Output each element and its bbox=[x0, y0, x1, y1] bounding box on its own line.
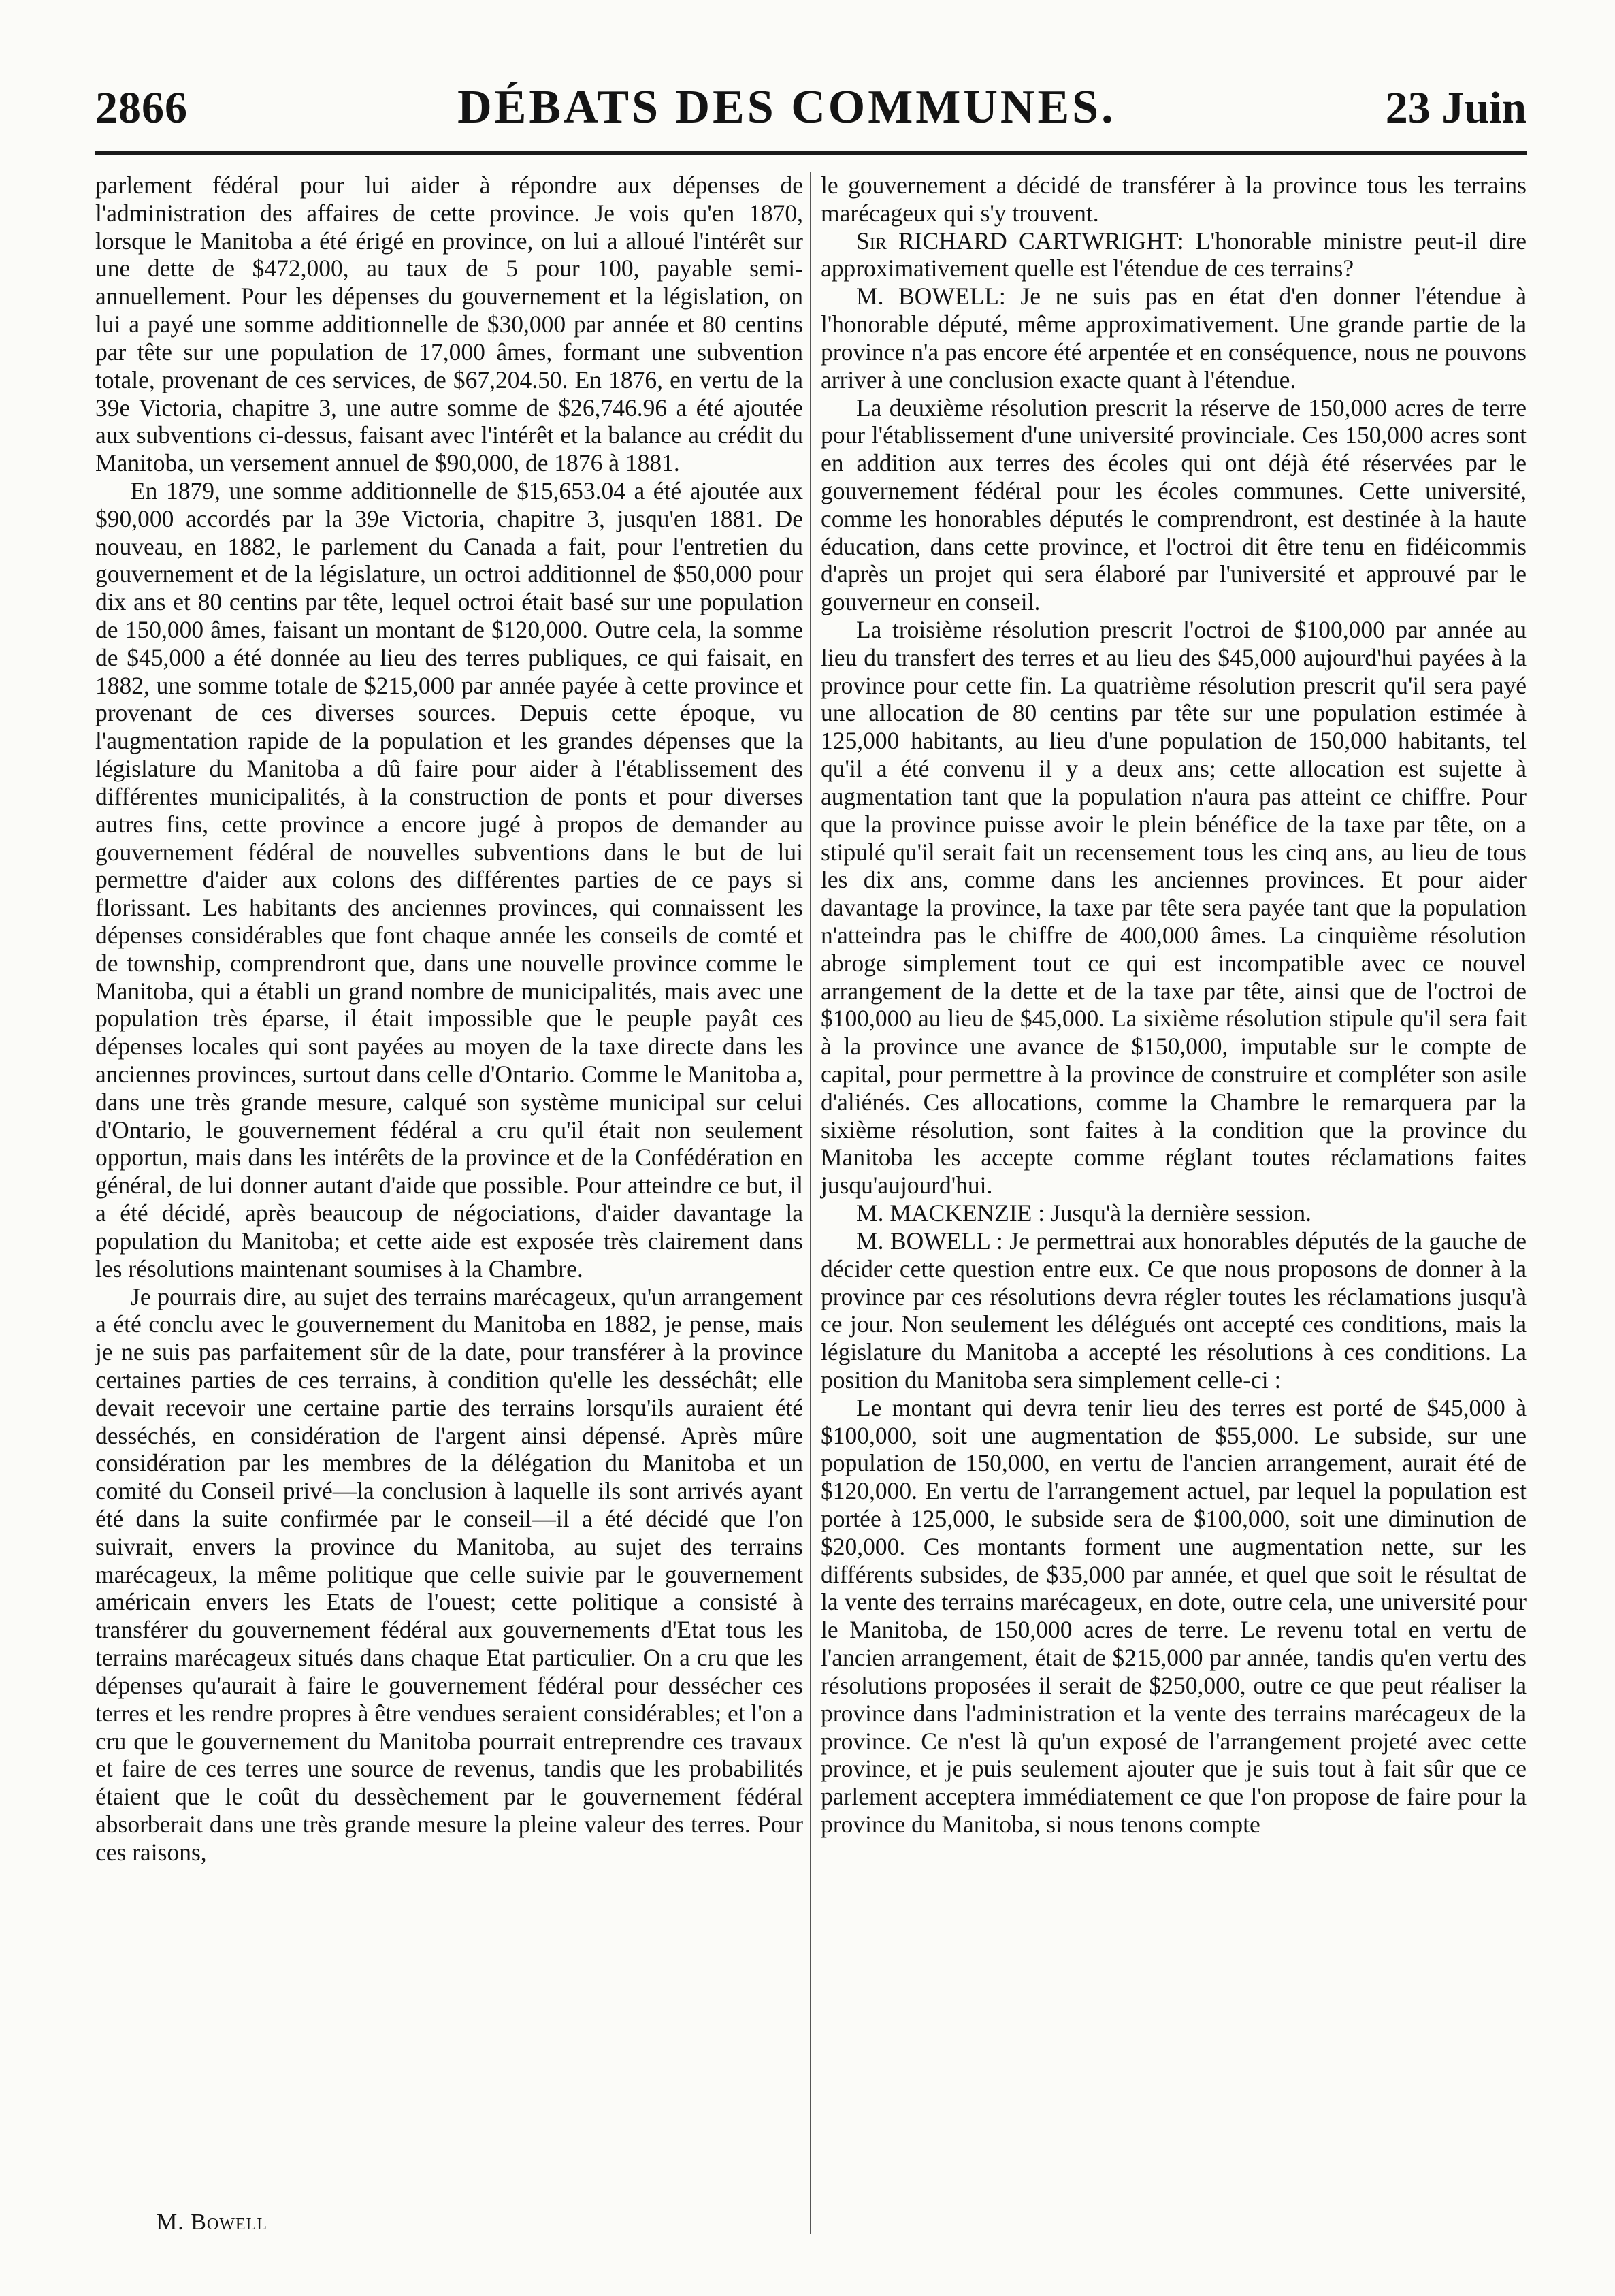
left-column bbox=[95, 172, 803, 1866]
speech bbox=[821, 282, 1527, 393]
speech-text: Jusqu'à la dernière session. bbox=[1045, 1199, 1311, 1227]
speech bbox=[821, 1199, 1527, 1227]
paragraph: En 1879, une somme additionnelle de $15,653.04 a été ajoutée aux $90,000 accordés par la 39e Victoria, chapitre 3, jusqu'en 1881. De nouveau, en 1882, le parlement du Canada a fait, pour l'entretien du gouvernement et de la législature, un octroi additionnel de $50,000 pour dix ans et 80 centins par tête, lequel octroi était basé sur une population de 150,000 âmes, faisant un montant de $120,000. Outre cela, la somme de $45,000 a été donnée au lieu des terres publiques, ce qui faisait, en 1882, une somme totale de $215,000 par année payée à cette province et provenant de ces diverses sources. Depuis cette époque, vu l'augmentation rapide de la population et les grandes dépenses que la législature du Manitoba a dû faire pour aider à l'établissement des différentes municipalités, à la construction de ponts et pour diverses autres fins, cette province a encore jugé à propos de demander au gouvernement fédéral de nouvelles subventions dans le but de lui permettre d'aider aux colons des différentes parties de ce pays si florissant. Les habitants des anciennes provinces, qui connaissent les dépenses considérables que font chaque année les conseils de comté et de township, comprendront que, dans une nouvelle province comme le Manitoba, qui a établi un grand nombre de municipalités, mais avec une population très éparse, il était impossible que le peuple payât ces dépenses locales qui sont payées au moyen de la taxe directe dans les anciennes provinces, surtout dans celle d'Ontario. Comme le Manitoba a, dans une très grande mesure, calqué son système municipal sur celui d'Ontario, le gouvernement fédéral a cru qu'il était non seulement opportun, mais dans les intérêts de la province et de la Confédération en général, de lui donner autant d'aide que possible. Pour atteindre ce but, il a été décidé, après beaucoup de négociations, d'aider davantage la population du Manitoba; et cette aide est exposée très clairement dans les résolutions maintenant soumises à la Chambre. bbox=[95, 476, 803, 1282]
paragraph: Le montant qui devra tenir lieu des terres est porté de $45,000 à $100,000, soit une augmentation de $55,000. Le subside, sur une population de 150,000, en vertu de l'ancien arrangement, aurait été de $120,000. En vertu de l'arrangement actuel, par lequel la population est portée à 125,000, le subside sera de $100,000, soit une diminution de $20,000. Ces montants forment une augmentation nette, sur les différents subsides, de $35,000 par année, et quel que soit le résultat de la vente des terrains marécageux, en dote, outre cela, une université pour le Manitoba, de 150,000 acres de terre. Le revenu total en vertu de l'ancien arrangement, était de $215,000 par année, tandis qu'en vertu des résolutions proposées il serait de $250,000, outre ce que peut réaliser la province dans l'administration et la vente des terrains marécageux de la province. Ce n'est là qu'un exposé de l'arrangement projeté avec cette province, et je puis seulement ajouter que je suis tout à fait sûr que ce parlement acceptera immédiatement ce que l'on propose de faire pour la province du Manitoba, si nous tenons compte bbox=[821, 1393, 1527, 1838]
speaker-name: Sir RICHARD CARTWRIGHT: bbox=[856, 227, 1184, 255]
paragraph: La troisième résolution prescrit l'octroi de $100,000 par année au lieu du transfert des terres et au lieu des $45,000 aujourd'hui payées à la province pour cette fin. La quatrième résolution prescrit qu'il sera payé une allocation de 80 centins par tête sur une population estimée à 125,000 habitants, au lieu d'une population de 150,000 habitants, tel qu'il a été convenu il y a deux ans; cette allocation est sujette à augmentation tant que la population n'aura pas atteint ce chiffre. Pour que la province puisse avoir le plein bénéfice de la taxe par tête, on a stipulé qu'il serait fait un recensement tous les cinq ans, au lieu de tous les dix ans, comme dans les anciennes provinces. Et pour aider davantage la province, la taxe par tête sera payée tant que la population n'atteindra pas le chiffre de 400,000 âmes. La cinquième résolution abroge simplement tout ce qui est incompatible avec ce nouvel arrangement de la dette et de la taxe par tête, ainsi que de l'octroi de $100,000 au lieu de $45,000. La sixième résolution stipule qu'il sera fait à la province une avance de $150,000, imputable sur le compte de capital, pour permettre à la province de construire et compléter son asile d'aliénés. Ces allocations, comme la Chambre le remarquera par la sixième résolution, sont faites à la condition que la province du Manitoba les accepte comme réglant toutes réclamations faites jusqu'aujourd'hui. bbox=[821, 616, 1527, 1199]
column-divider bbox=[810, 172, 811, 2234]
page-number: 2866 bbox=[95, 83, 188, 133]
speaker-name: M. BOWELL : bbox=[856, 1227, 1003, 1255]
page-header bbox=[95, 80, 1527, 142]
header-rule bbox=[95, 151, 1527, 155]
speech-text: Je permettrai aux honorables députés de la gauche de décider cette question entre eux. Ce que nous proposons de donner à la province par ces résolutions devra régler toutes les réclamations jusqu'à ce jour. Non seulement les délégués ont accepté ces conditions, mais la législature du Manitoba a accepté les résolutions à ces conditions. La position du Manitoba sera simplement celle-ci : bbox=[821, 1227, 1527, 1393]
right-column bbox=[821, 172, 1527, 1839]
page-title: DÉBATS DES COMMUNES. bbox=[457, 81, 1116, 133]
paragraph: le gouvernement a décidé de transférer à la province tous les terrains marécageux qui s'y trouvent. bbox=[821, 172, 1527, 227]
page-date: 23 Juin bbox=[1385, 83, 1527, 133]
speaker-name: M. MACKENZIE : bbox=[856, 1199, 1045, 1227]
speech-text: L'honorable ministre peut-il dire approximativement quelle est l'étendue de ces terrains? bbox=[821, 227, 1527, 282]
speech-text: Je ne suis pas en état d'en donner l'étendue à l'honorable député, même approximativement. Une grande partie de la province n'a pas encore été arpentée et en conséquence, nous ne pouvons arriver à une conclusion exacte quant à l'étendue. bbox=[821, 282, 1527, 393]
paragraph: La deuxième résolution prescrit la réserve de 150,000 acres de terre pour l'établissement d'une université provinciale. Ces 150,000 acres sont en addition aux terres des écoles qui ont déjà été réservées par le gouvernement fédéral pour les écoles communes. Cette université, comme les honorables députés le comprendront, est destinée à la haute éducation, dans cette province, et l'octroi dit être tenu en fidéicommis d'après un projet qui sera élaboré par l'université et approuvé par le gouverneur en conseil. bbox=[821, 393, 1527, 616]
paragraph: Je pourrais dire, au sujet des terrains marécageux, qu'un arrangement a été conclu avec le gouvernement du Manitoba en 1882, je pense, mais je ne suis pas parfaitement sûr de la date, pour transférer à la province certaines parties de ces terrains, à condition qu'elle les desséchât; elle devait recevoir une certaine partie des terrains lorsqu'ils auraient été desséchés, en considération de l'argent ainsi dépensé. Après mûre considération par les membres de la délégation du Manitoba et un comité du Conseil privé—la conclusion à laquelle ils sont arrivés ayant été dans la suite confirmée par le conseil—il a été décidé que l'on suivrait, envers la province du Manitoba, au sujet des terrains marécageux, la même politique que celle suivie par le gouvernement américain envers les Etats de l'ouest; cette politique a consisté à transférer du gouvernement fédéral aux gouvernements d'Etat tous les terrains marécageux situés dans chaque Etat particulier. On a cru que les dépenses qu'aurait à faire le gouvernement fédéral pour dessécher ces terres et les rendre propres à être vendues seraient considérables; et l'on a cru que le gouvernement du Manitoba pourrait entreprendre ces travaux et faire de ces terres une source de revenus, tandis que les probabilités étaient que le coût du dessèchement par le gouvernement fédéral absorberait dans une très grande mesure la pleine valeur des terres. Pour ces raisons, bbox=[95, 1282, 803, 1866]
footer-signature: M. Bowell bbox=[157, 2210, 267, 2235]
speech bbox=[821, 227, 1527, 283]
speaker-name: M. BOWELL: bbox=[856, 282, 1006, 310]
speech bbox=[821, 1227, 1527, 1394]
paragraph: parlement fédéral pour lui aider à répondre aux dépenses de l'administration des affaires de cette province. Je vois qu'en 1870, lorsque le Manitoba a été érigé en province, on lui a alloué l'intérêt sur une dette de $472,000, au taux de 5 pour 100, payable semi-annuellement. Pour les dépenses du gouvernement et la législation, on lui a payé une somme additionnelle de $30,000 par année et 80 centins par tête sur une population de 17,000 âmes, formant une subvention totale, provenant de ces services, de $67,204.50. En 1876, en vertu de la 39e Victoria, chapitre 3, une autre somme de $26,746.96 a été ajoutée aux subventions ci-dessus, faisant avec l'intérêt et la balance au crédit du Manitoba, un versement annuel de $90,000, de 1876 à 1881. bbox=[95, 172, 803, 477]
